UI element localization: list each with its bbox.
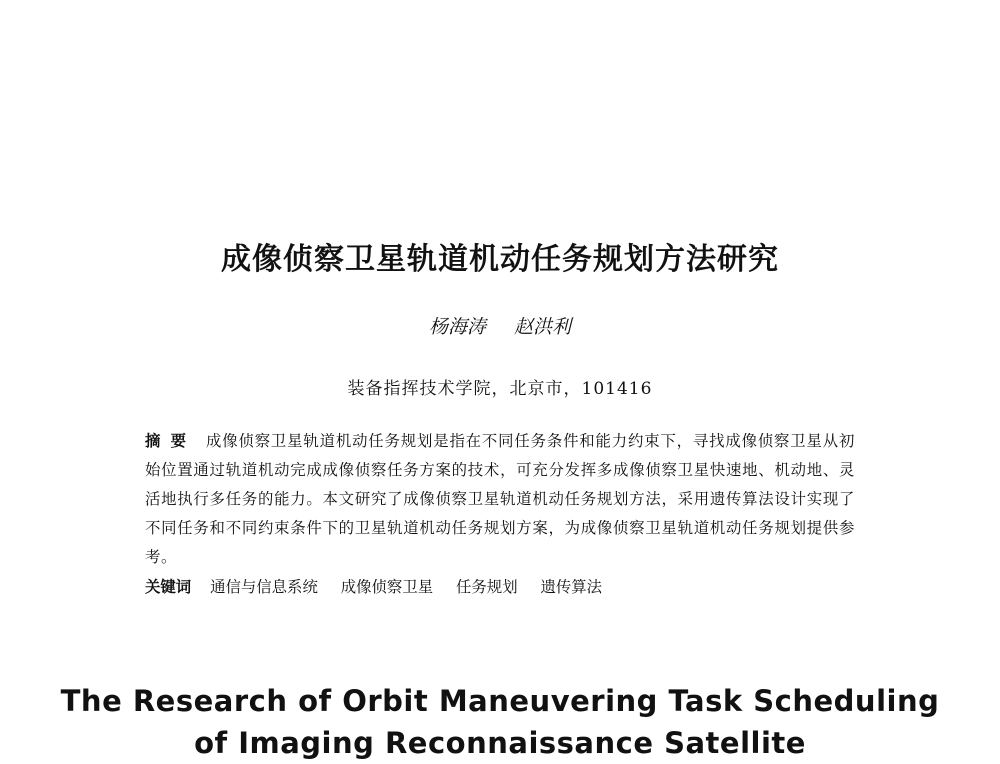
keyword: 遗传算法 <box>540 578 603 596</box>
keyword: 成像侦察卫星 <box>340 578 434 596</box>
english-title <box>0 680 1000 764</box>
abstract <box>145 427 855 572</box>
affiliation: 装备指挥技术学院，北京市，101416 <box>347 379 653 399</box>
keyword: 任务规划 <box>456 578 518 596</box>
abstract-label: 摘要 <box>145 432 197 450</box>
keyword: 通信与信息系统 <box>210 578 318 596</box>
keywords <box>145 573 855 602</box>
abstract-text: 成像侦察卫星轨道机动任务规划是指在不同任务条件和能力约束下，寻找成像侦察卫星从初始位置通过轨道机动完成成像侦察任务方案的技术，可充分发挥多成像侦察卫星快速地、机动地、灵活地执行多任务的能力。本文研究了成像侦察卫星轨道机动任务规划方法，采用遗传算法设计实现了不同任务和不同约束条件下的卫星轨道机动任务规划方案，为成像侦察卫星轨道机动任务规划提供参考。 <box>145 432 855 566</box>
english-title-line-2: of Imaging Reconnaissance Satellite <box>194 726 806 760</box>
keywords-label: 关键词 <box>145 578 192 596</box>
english-title-line-1: The Research of Orbit Maneuvering Task Scheduling <box>60 684 940 718</box>
authors: 杨海涛 赵洪利 <box>428 316 572 338</box>
chinese-title: 成像侦察卫星轨道机动任务规划方法研究 <box>221 242 779 277</box>
